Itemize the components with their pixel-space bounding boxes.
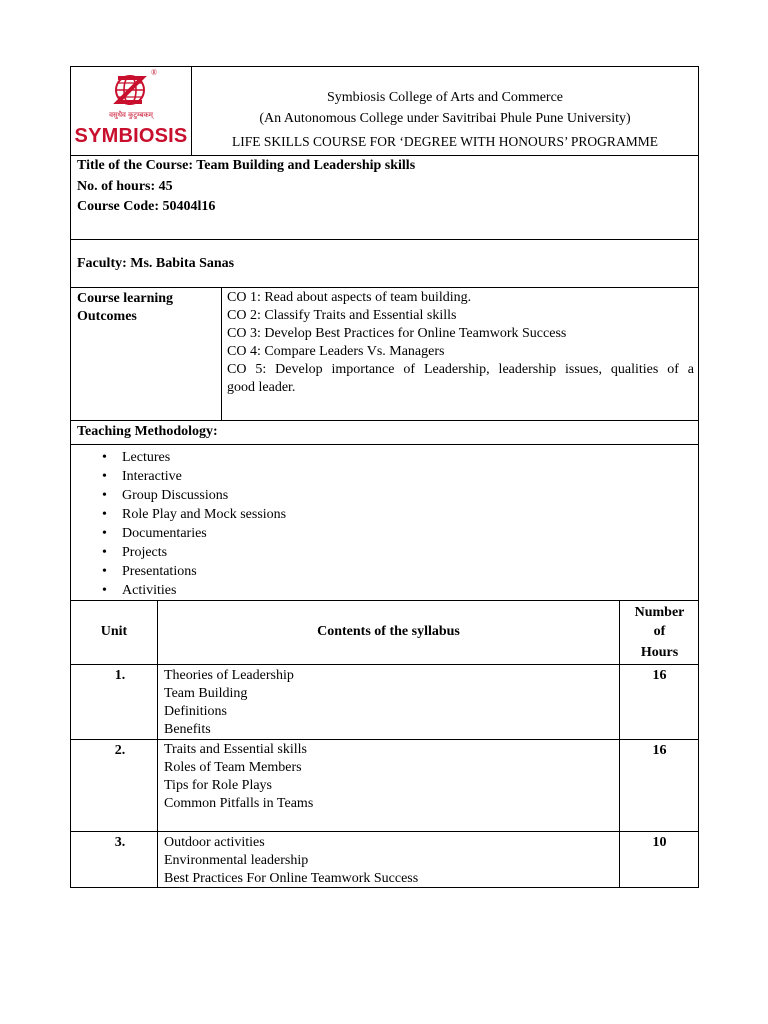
outcome-item-continued: good leader. [227, 380, 296, 395]
faculty-name: Faculty: Ms. Babita Sanas [77, 256, 235, 271]
rule-row2-bottom [70, 831, 699, 832]
table-row-unit: 2. [114, 743, 126, 758]
table-row-contents: Outdoor activities Environmental leadership Best Practices For Online Teamwork Success [164, 835, 419, 886]
outcome-item: CO 1: Read about aspects of team building. [227, 290, 472, 305]
methodology-heading: Teaching Methodology: [77, 424, 218, 439]
college-name: Symbiosis College of Arts and Commerce [326, 90, 564, 105]
methodology-item: • Group Discussions [70, 486, 286, 505]
rule-course-info-bottom [70, 239, 699, 240]
logo-wordmark: SYMBIOSIS [74, 125, 188, 147]
rule-table-top [70, 600, 699, 601]
table-row-hours: 10 [652, 835, 667, 850]
outcomes-label-line2: Outcomes [77, 309, 137, 324]
symbiosis-logo [72, 68, 190, 154]
table-row-hours: 16 [652, 743, 667, 758]
methodology-item: • Interactive [70, 467, 286, 486]
table-row-hours: 16 [652, 668, 667, 683]
methodology-list [70, 448, 286, 600]
rule-row1-bottom [70, 739, 699, 740]
course-title: Title of the Course: Team Building and Leadership skills [77, 158, 416, 173]
methodology-item: • Presentations [70, 562, 286, 581]
column-header-hours: Number of Hours [634, 605, 685, 660]
methodology-item: • Role Play and Mock sessions [70, 505, 286, 524]
rule-table-header-bottom [70, 664, 699, 665]
rule-outcomes-divider [221, 287, 222, 421]
programme-title: LIFE SKILLS COURSE FOR ‘DEGREE WITH HONOURS’ PROGRAMME [232, 134, 658, 149]
table-row-contents: Traits and Essential skills Roles of Team Members Tips for Role Plays Common Pitfalls in Teams [164, 742, 314, 811]
rule-header-bottom [70, 155, 699, 156]
course-code: Course Code: 50404l16 [77, 199, 216, 214]
college-subtitle: (An Autonomous College under Savitribai Phule Pune University) [259, 111, 631, 126]
table-row-unit: 1. [114, 668, 126, 683]
outcomes-list [227, 289, 694, 397]
table-row-unit: 3. [114, 835, 126, 850]
methodology-item: • Activities [70, 581, 286, 600]
rule-faculty-bottom [70, 287, 699, 288]
outcome-item: CO 3: Develop Best Practices for Online Teamwork Success [227, 326, 567, 341]
globe-emblem-icon [110, 70, 150, 110]
registered-mark: ® [151, 68, 158, 77]
table-row-contents: Theories of Leadership Team Building Definitions Benefits [164, 668, 294, 737]
methodology-item: • Projects [70, 543, 286, 562]
outcome-item: CO 4: Compare Leaders Vs. Managers [227, 344, 445, 359]
methodology-item: • Documentaries [70, 524, 286, 543]
rule-outcomes-bottom [70, 420, 699, 421]
column-header-contents: Contents of the syllabus [317, 624, 460, 639]
column-header-unit: Unit [100, 624, 128, 639]
outcomes-label: Course learning [77, 291, 174, 306]
outcome-item: CO 5: Develop importance of Leadership, leadership issues, qualities of a [227, 362, 694, 377]
course-hours: No. of hours: 45 [77, 179, 173, 194]
rule-methodology-heading-bottom [70, 444, 699, 445]
logo-tagline: वसुधैव कुटुम्बकम् [109, 111, 153, 119]
methodology-item: • Lectures [70, 448, 286, 467]
outcome-item: CO 2: Classify Traits and Essential skills [227, 308, 457, 323]
